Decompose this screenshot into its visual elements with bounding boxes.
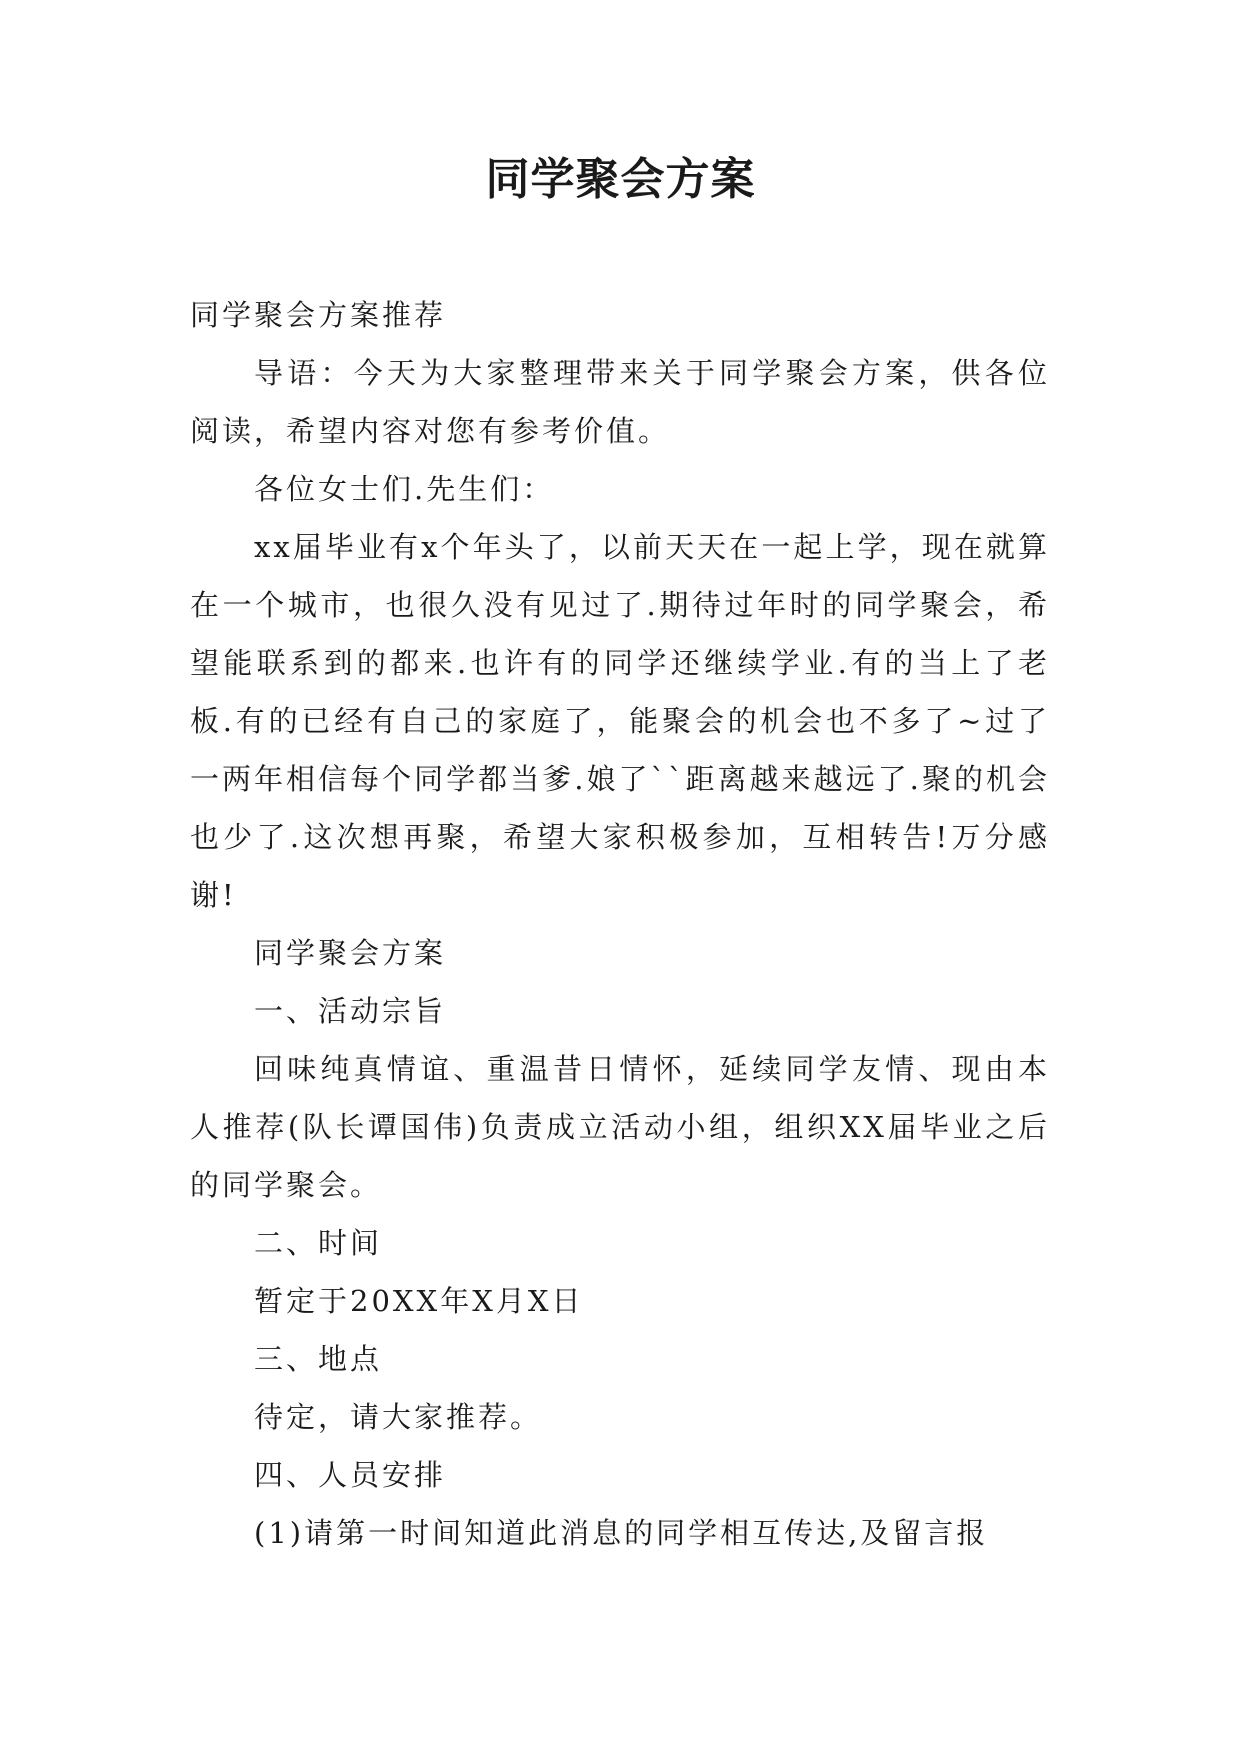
staffing-paragraph: (1)请第一时间知道此消息的同学相互传达,及留言报 [254, 1516, 989, 1550]
section-heading-purpose: 一、活动宗旨 [254, 994, 447, 1028]
section-heading-location: 三、地点 [254, 1342, 383, 1376]
section-heading-time: 二、时间 [254, 1226, 383, 1260]
invitation-paragraph: xx届毕业有x个年头了，以前天天在一起上学，现在就算在一个城市，也很久没有见过了.期待过年时的同学聚会，希望能联系到的都来.也许有的同学还继续学业.有的当上了老板.有的已经有自己的家庭了，能聚会的机会也不多了~过了一两年相信每个同学都当爹.娘了``距离越来越远了.聚的机会也少了.这次想再聚，希望大家积极参加，互相转告!万分感谢! [190, 530, 1050, 912]
location-paragraph: 待定，请大家推荐。 [254, 1400, 543, 1434]
document-body [190, 286, 1050, 1562]
subtitle-paragraph: 同学聚会方案推荐 [190, 298, 447, 332]
intro-paragraph: 导语：今天为大家整理带来关于同学聚会方案，供各位阅读，希望内容对您有参考价值。 [190, 356, 1050, 448]
greeting-paragraph: 各位女士们.先生们： [254, 472, 555, 506]
plan-heading: 同学聚会方案 [254, 936, 447, 970]
purpose-paragraph: 回味纯真情谊、重温昔日情怀，延续同学友情、现由本人推荐(队长谭国伟)负责成立活动小组，组织XX届毕业之后的同学聚会。 [190, 1052, 1050, 1202]
section-heading-staffing: 四、人员安排 [254, 1458, 447, 1492]
document-title: 同学聚会方案 [485, 154, 756, 205]
time-paragraph: 暂定于20XX年X月X日 [254, 1284, 584, 1318]
